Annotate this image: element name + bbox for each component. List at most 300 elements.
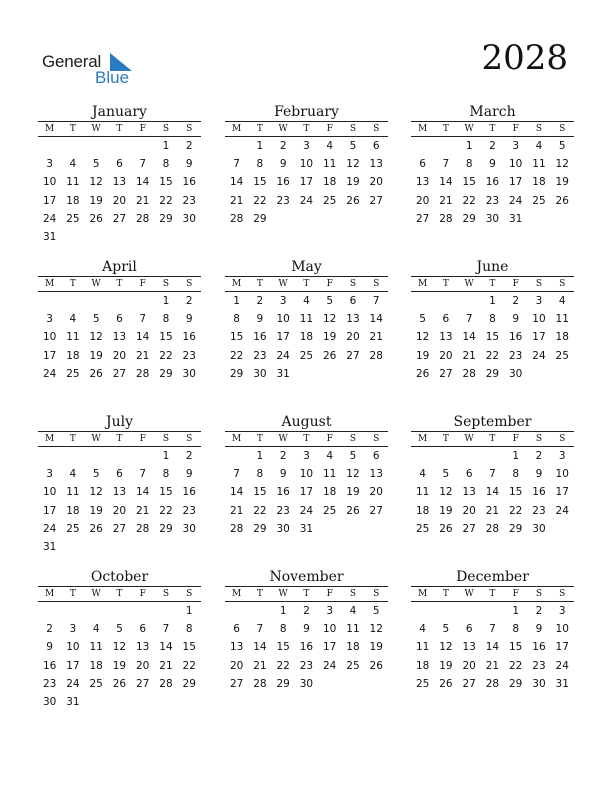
day-cell: 25 [66,367,80,380]
day-cell: 6 [465,623,473,636]
day-cell: 12 [439,641,453,654]
weekday-header: S [559,279,566,289]
day-cell [85,137,108,155]
weekday-header-row [411,432,574,447]
day-cell: 15 [276,641,290,654]
weekday-header: S [535,279,543,289]
weekday-header: F [139,279,146,289]
week-row [38,465,201,483]
day-cell: 3 [535,295,543,307]
day-cell: 7 [372,295,380,307]
day-cell: 22 [462,194,476,207]
day-cell: 2 [46,623,53,636]
day-cell: 17 [555,486,569,499]
day-cell [85,693,108,711]
day-cell: 28 [439,212,453,225]
day-cell: 9 [535,468,543,481]
week-row [38,365,201,383]
day-cell [225,602,248,620]
weekday-header: M [45,434,55,444]
week-row [225,292,388,310]
day-cell: 5 [92,313,100,326]
day-cell: 19 [112,659,127,672]
month-august [225,414,388,538]
day-cell: 10 [532,313,546,326]
day-cell: 2 [303,605,310,617]
day-cell: 1 [185,605,193,617]
week-row [225,155,388,173]
weekday-header: F [326,124,333,134]
day-cell: 23 [532,504,546,517]
day-cell: 16 [42,659,57,672]
day-cell: 4 [326,450,334,462]
day-cell: 3 [326,605,334,617]
day-cell [108,602,131,620]
month-title: March [411,104,574,122]
day-cell: 10 [323,623,337,636]
weekday-header: S [535,124,543,134]
day-cell: 1 [512,450,520,462]
weekday-header: T [116,589,123,599]
day-cell: 24 [555,504,569,517]
day-cell: 11 [415,641,430,654]
week-row [225,137,388,155]
weekday-header-row [411,277,574,292]
day-cell: 15 [159,176,173,189]
weekday-header: T [303,434,310,444]
day-cell [272,210,295,228]
day-cell: 8 [233,313,240,326]
week-row [411,310,574,328]
day-cell: 9 [303,623,310,636]
day-cell: 23 [182,349,196,362]
day-cell [411,602,434,620]
day-cell: 27 [229,677,244,690]
day-cell: 20 [462,504,476,517]
week-row [38,310,201,328]
day-cell: 5 [116,623,123,636]
day-cell: 18 [66,194,80,207]
weekday-header: W [91,124,101,134]
day-cell: 11 [323,158,337,171]
month-title: April [38,259,201,277]
day-cell: 29 [159,367,173,380]
day-cell: 19 [415,349,430,362]
day-cell: 20 [369,486,383,499]
weekday-header: W [91,589,101,599]
weekday-header: M [45,124,55,134]
day-cell: 29 [159,522,173,535]
day-cell [365,210,388,228]
day-cell: 15 [509,486,523,499]
day-cell: 6 [465,468,473,481]
day-cell: 21 [439,194,453,207]
weekday-header: T [256,434,263,444]
day-cell: 27 [462,522,476,535]
day-cell: 17 [509,176,523,189]
day-cell: 19 [89,504,103,517]
weekday-header: T [116,124,123,134]
day-cell: 21 [136,194,150,207]
day-cell: 1 [233,295,240,307]
day-cell [38,447,61,465]
month-title: November [225,569,388,587]
day-cell [38,137,61,155]
day-cell: 16 [182,486,196,499]
day-cell: 20 [369,176,383,189]
day-cell: 25 [532,194,546,207]
day-cell: 1 [256,450,264,462]
day-cell: 9 [185,313,193,326]
day-cell: 18 [415,504,430,517]
day-cell: 18 [346,641,360,654]
weekday-header: S [162,279,170,289]
week-row [225,638,388,656]
month-october [38,569,201,711]
day-cell: 28 [159,677,173,690]
day-cell: 21 [229,194,244,207]
day-cell: 29 [253,212,267,225]
day-cell: 29 [253,522,267,535]
day-cell: 26 [89,367,103,380]
day-cell: 13 [112,486,127,499]
week-row [411,192,574,210]
day-cell: 14 [159,641,173,654]
weekday-header: T [256,279,263,289]
day-cell: 24 [509,194,523,207]
day-cell: 27 [415,212,430,225]
day-cell: 16 [509,331,523,344]
weekday-header: S [373,279,380,289]
day-cell: 18 [415,659,430,672]
day-cell: 19 [89,349,103,362]
day-cell [154,693,177,711]
day-cell: 19 [346,486,360,499]
day-cell: 28 [229,522,244,535]
weekday-header: S [186,434,193,444]
day-cell: 4 [303,295,310,307]
month-title: July [38,414,201,432]
week-row [38,228,201,246]
day-cell: 22 [159,349,173,362]
day-cell: 6 [116,158,123,171]
day-cell: 27 [112,212,127,225]
day-cell: 31 [509,212,523,225]
day-cell: 8 [256,158,264,171]
day-cell [108,137,131,155]
day-cell: 21 [485,659,500,672]
day-cell: 21 [159,659,173,672]
week-row [38,292,201,310]
day-cell: 13 [346,313,360,326]
day-cell: 8 [465,158,473,171]
day-cell: 20 [136,659,150,672]
day-cell [411,137,434,155]
day-cell: 14 [462,331,476,344]
week-row [38,638,201,656]
weekday-header: T [116,279,123,289]
day-cell: 1 [279,605,287,617]
day-cell: 19 [555,176,569,189]
day-cell: 15 [159,486,173,499]
month-title: September [411,414,574,432]
day-cell: 27 [136,677,150,690]
weekday-header: S [162,589,170,599]
week-row [411,502,574,520]
weekday-header: M [418,434,428,444]
day-cell: 7 [256,623,264,636]
day-cell: 21 [462,349,476,362]
day-cell [108,292,131,310]
week-row [411,447,574,465]
day-cell: 11 [346,623,360,636]
day-cell [365,365,388,383]
week-row [38,675,201,693]
day-cell: 4 [535,140,543,152]
day-cell: 29 [485,367,500,380]
day-cell [61,137,84,155]
day-cell: 6 [233,623,240,636]
weekday-header: M [232,124,242,134]
weekday-header: F [139,434,146,444]
day-cell: 22 [509,659,523,672]
day-cell: 18 [89,659,103,672]
day-cell: 11 [66,176,80,189]
day-cell: 4 [349,605,357,617]
day-cell: 29 [229,367,244,380]
day-cell: 3 [303,450,310,462]
day-cell [85,292,108,310]
week-row [225,502,388,520]
day-cell [131,538,154,556]
day-cell: 12 [346,158,360,171]
day-cell: 27 [462,677,476,690]
day-cell [341,365,364,383]
day-cell: 17 [66,659,80,672]
day-cell: 8 [512,623,520,636]
week-row [38,173,201,191]
weekday-header: S [559,589,566,599]
day-cell: 20 [439,349,453,362]
day-cell: 12 [112,641,127,654]
week-row [225,210,388,228]
day-cell: 16 [182,331,196,344]
weekday-header: S [162,124,170,134]
weekday-header: S [186,589,193,599]
day-cell [341,520,364,538]
day-cell: 20 [415,194,430,207]
day-cell: 20 [229,659,244,672]
day-cell: 23 [509,349,523,362]
brand-name-blue: Blue [95,68,130,87]
day-cell [61,447,84,465]
week-row [225,675,388,693]
day-cell: 25 [66,522,80,535]
day-cell: 29 [509,677,523,690]
month-title: August [225,414,388,432]
day-cell: 30 [532,677,546,690]
weekday-header: F [326,279,333,289]
weekday-header: S [162,434,170,444]
day-cell: 18 [555,331,569,344]
day-cell: 6 [116,468,123,481]
day-cell: 17 [555,641,569,654]
day-cell: 3 [558,605,566,617]
day-cell: 19 [323,331,337,344]
week-row [225,520,388,538]
day-cell: 16 [485,176,500,189]
weekday-header: T [442,124,449,134]
day-cell: 7 [489,468,496,481]
day-cell: 3 [46,313,53,326]
weekday-header: W [464,279,474,289]
day-cell [108,447,131,465]
day-cell: 15 [509,641,523,654]
week-row [411,620,574,638]
day-cell: 2 [185,450,193,462]
weekday-header: F [512,589,519,599]
day-cell: 28 [369,349,383,362]
day-cell [85,447,108,465]
day-cell: 13 [112,176,127,189]
day-cell: 22 [485,349,500,362]
day-cell: 12 [439,486,453,499]
day-cell: 10 [66,641,80,654]
day-cell: 9 [279,158,287,171]
day-cell: 5 [558,140,566,152]
day-cell: 4 [69,468,77,481]
day-cell: 22 [253,504,267,517]
day-cell [61,228,84,246]
day-cell: 11 [532,158,546,171]
day-cell: 25 [415,677,430,690]
day-cell: 3 [303,140,310,152]
weekday-header: S [349,124,357,134]
day-cell: 27 [369,504,383,517]
weekday-header: T [489,124,496,134]
month-june [411,259,574,383]
weekday-header: F [139,124,146,134]
week-row [411,483,574,501]
day-cell: 18 [66,349,80,362]
day-cell: 8 [162,313,170,326]
weekday-header: M [232,434,242,444]
day-cell: 15 [253,176,267,189]
day-cell [38,602,61,620]
day-cell [131,602,154,620]
day-cell: 15 [229,331,244,344]
day-cell: 14 [136,486,150,499]
day-cell: 20 [112,349,127,362]
day-cell: 28 [136,367,150,380]
weekday-header: T [303,589,310,599]
day-cell: 12 [89,486,103,499]
day-cell: 7 [139,468,147,481]
day-cell: 24 [276,349,290,362]
day-cell [481,602,504,620]
day-cell [178,693,201,711]
day-cell: 26 [415,367,430,380]
day-cell: 28 [485,522,500,535]
day-cell: 8 [162,158,170,171]
weekday-header: W [278,589,288,599]
day-cell: 23 [485,194,500,207]
day-cell: 2 [185,295,193,307]
weekday-header: M [418,124,428,134]
week-row [411,328,574,346]
day-cell: 12 [89,176,103,189]
day-cell [318,520,341,538]
week-row [411,638,574,656]
week-row [411,602,574,620]
day-cell: 7 [139,313,147,326]
day-cell: 7 [233,158,240,171]
day-cell: 2 [185,140,193,152]
weekday-header-row [411,122,574,137]
day-cell: 29 [159,212,173,225]
day-cell: 30 [253,367,267,380]
month-december [411,569,574,693]
day-cell: 25 [299,349,314,362]
day-cell: 20 [112,504,127,517]
week-row [225,447,388,465]
day-cell: 21 [229,504,244,517]
week-row [225,310,388,328]
weekday-header: S [559,124,566,134]
day-cell: 4 [558,295,566,307]
day-cell: 4 [419,623,426,636]
month-title: October [38,569,201,587]
day-cell: 21 [369,331,383,344]
day-cell [365,520,388,538]
week-row [38,538,201,556]
day-cell: 2 [489,140,496,152]
weekday-header: M [45,589,55,599]
day-cell: 16 [253,331,267,344]
day-cell: 1 [162,140,170,152]
day-cell [341,675,364,693]
day-cell: 11 [66,486,80,499]
day-cell: 18 [323,176,337,189]
day-cell: 21 [136,349,150,362]
weekday-header: W [464,589,474,599]
day-cell: 2 [535,605,543,617]
month-title: February [225,104,388,122]
day-cell: 23 [276,194,290,207]
day-cell: 23 [253,349,267,362]
day-cell: 6 [419,158,426,171]
day-cell: 12 [415,331,430,344]
day-cell: 4 [419,468,426,481]
day-cell: 5 [326,295,334,307]
weekday-header: F [512,434,519,444]
day-cell [225,137,248,155]
day-cell: 31 [42,540,57,553]
week-row [411,210,574,228]
day-cell [38,292,61,310]
day-cell: 25 [555,349,569,362]
weekday-header: W [464,124,474,134]
day-cell: 27 [346,349,360,362]
day-cell: 9 [256,313,264,326]
day-cell: 17 [42,349,57,362]
day-cell: 9 [185,468,193,481]
day-cell [365,675,388,693]
week-row [38,210,201,228]
week-row [38,693,201,711]
day-cell: 22 [182,659,196,672]
day-cell: 13 [462,641,476,654]
